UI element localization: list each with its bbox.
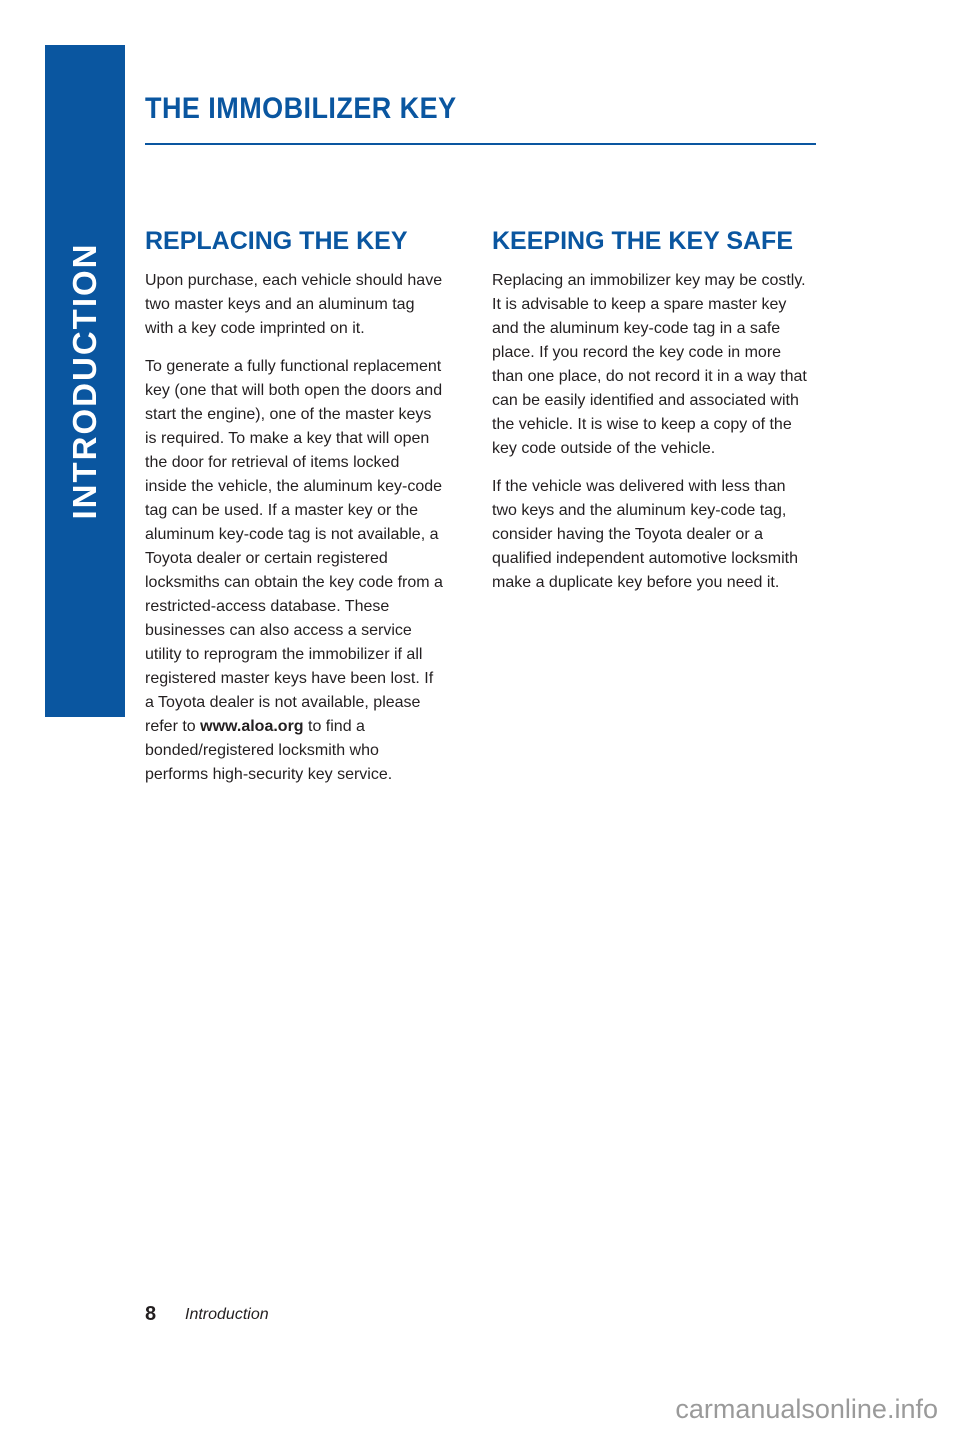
page-title: THE IMMOBILIZER KEY <box>145 92 457 125</box>
footer-section-name: Introduction <box>185 1306 269 1323</box>
title-divider <box>145 143 816 145</box>
replacing-paragraph-2 <box>145 355 445 787</box>
watermark: carmanualsonline.info <box>675 1394 938 1424</box>
keeping-paragraph-1: Replacing an immobilizer key may be costly. It is advisable to keep a spare master key and the aluminum key-code tag in a safe place. If you record the key code in more than one place, do not record it in a way that can be easily identified and associated with the vehicle. It is wise to keep a copy of the key code outside of the vehicle. <box>492 272 807 457</box>
section-heading-replacing: REPLACING THE KEY <box>145 227 408 255</box>
keeping-paragraph-2: If the vehicle was delivered with less than two keys and the aluminum key-code tag, consider having the Toyota dealer or a qualified independent automotive locksmith make a duplicate key before you need it. <box>492 478 798 591</box>
replacing-paragraph-2-text: To generate a fully functional replacement key (one that will both open the doors and start the engine), one of the master keys is required. To make a key that will open the door for retrieval of items locked inside the vehicle, the aluminum key-code tag can be used. If a master key or the aluminum key-code tag is not available, a Toyota dealer or certain registered locksmiths can obtain the key code from a restricted-access database. These businesses can also access a service utility to reprogram the immobilizer if all registered master keys have been lost. If a Toyota dealer is not available, please refer to <box>145 358 443 735</box>
page-number: 8 <box>145 1303 157 1325</box>
replacing-key-section <box>145 225 445 801</box>
aloa-link[interactable]: www.aloa.org <box>200 718 304 735</box>
section-heading-keeping-safe: KEEPING THE KEY SAFE <box>492 227 793 255</box>
replacing-paragraph-1: Upon purchase, each vehicle should have two master keys and an aluminum tag with a key code imprinted on it. <box>145 272 443 337</box>
keeping-key-safe-section <box>492 225 812 609</box>
replacing-paragraph-2-end: to find a bonded/registered locksmith who performs high-security key service. <box>145 718 393 783</box>
side-tab-label: INTRODUCTION <box>66 242 103 520</box>
